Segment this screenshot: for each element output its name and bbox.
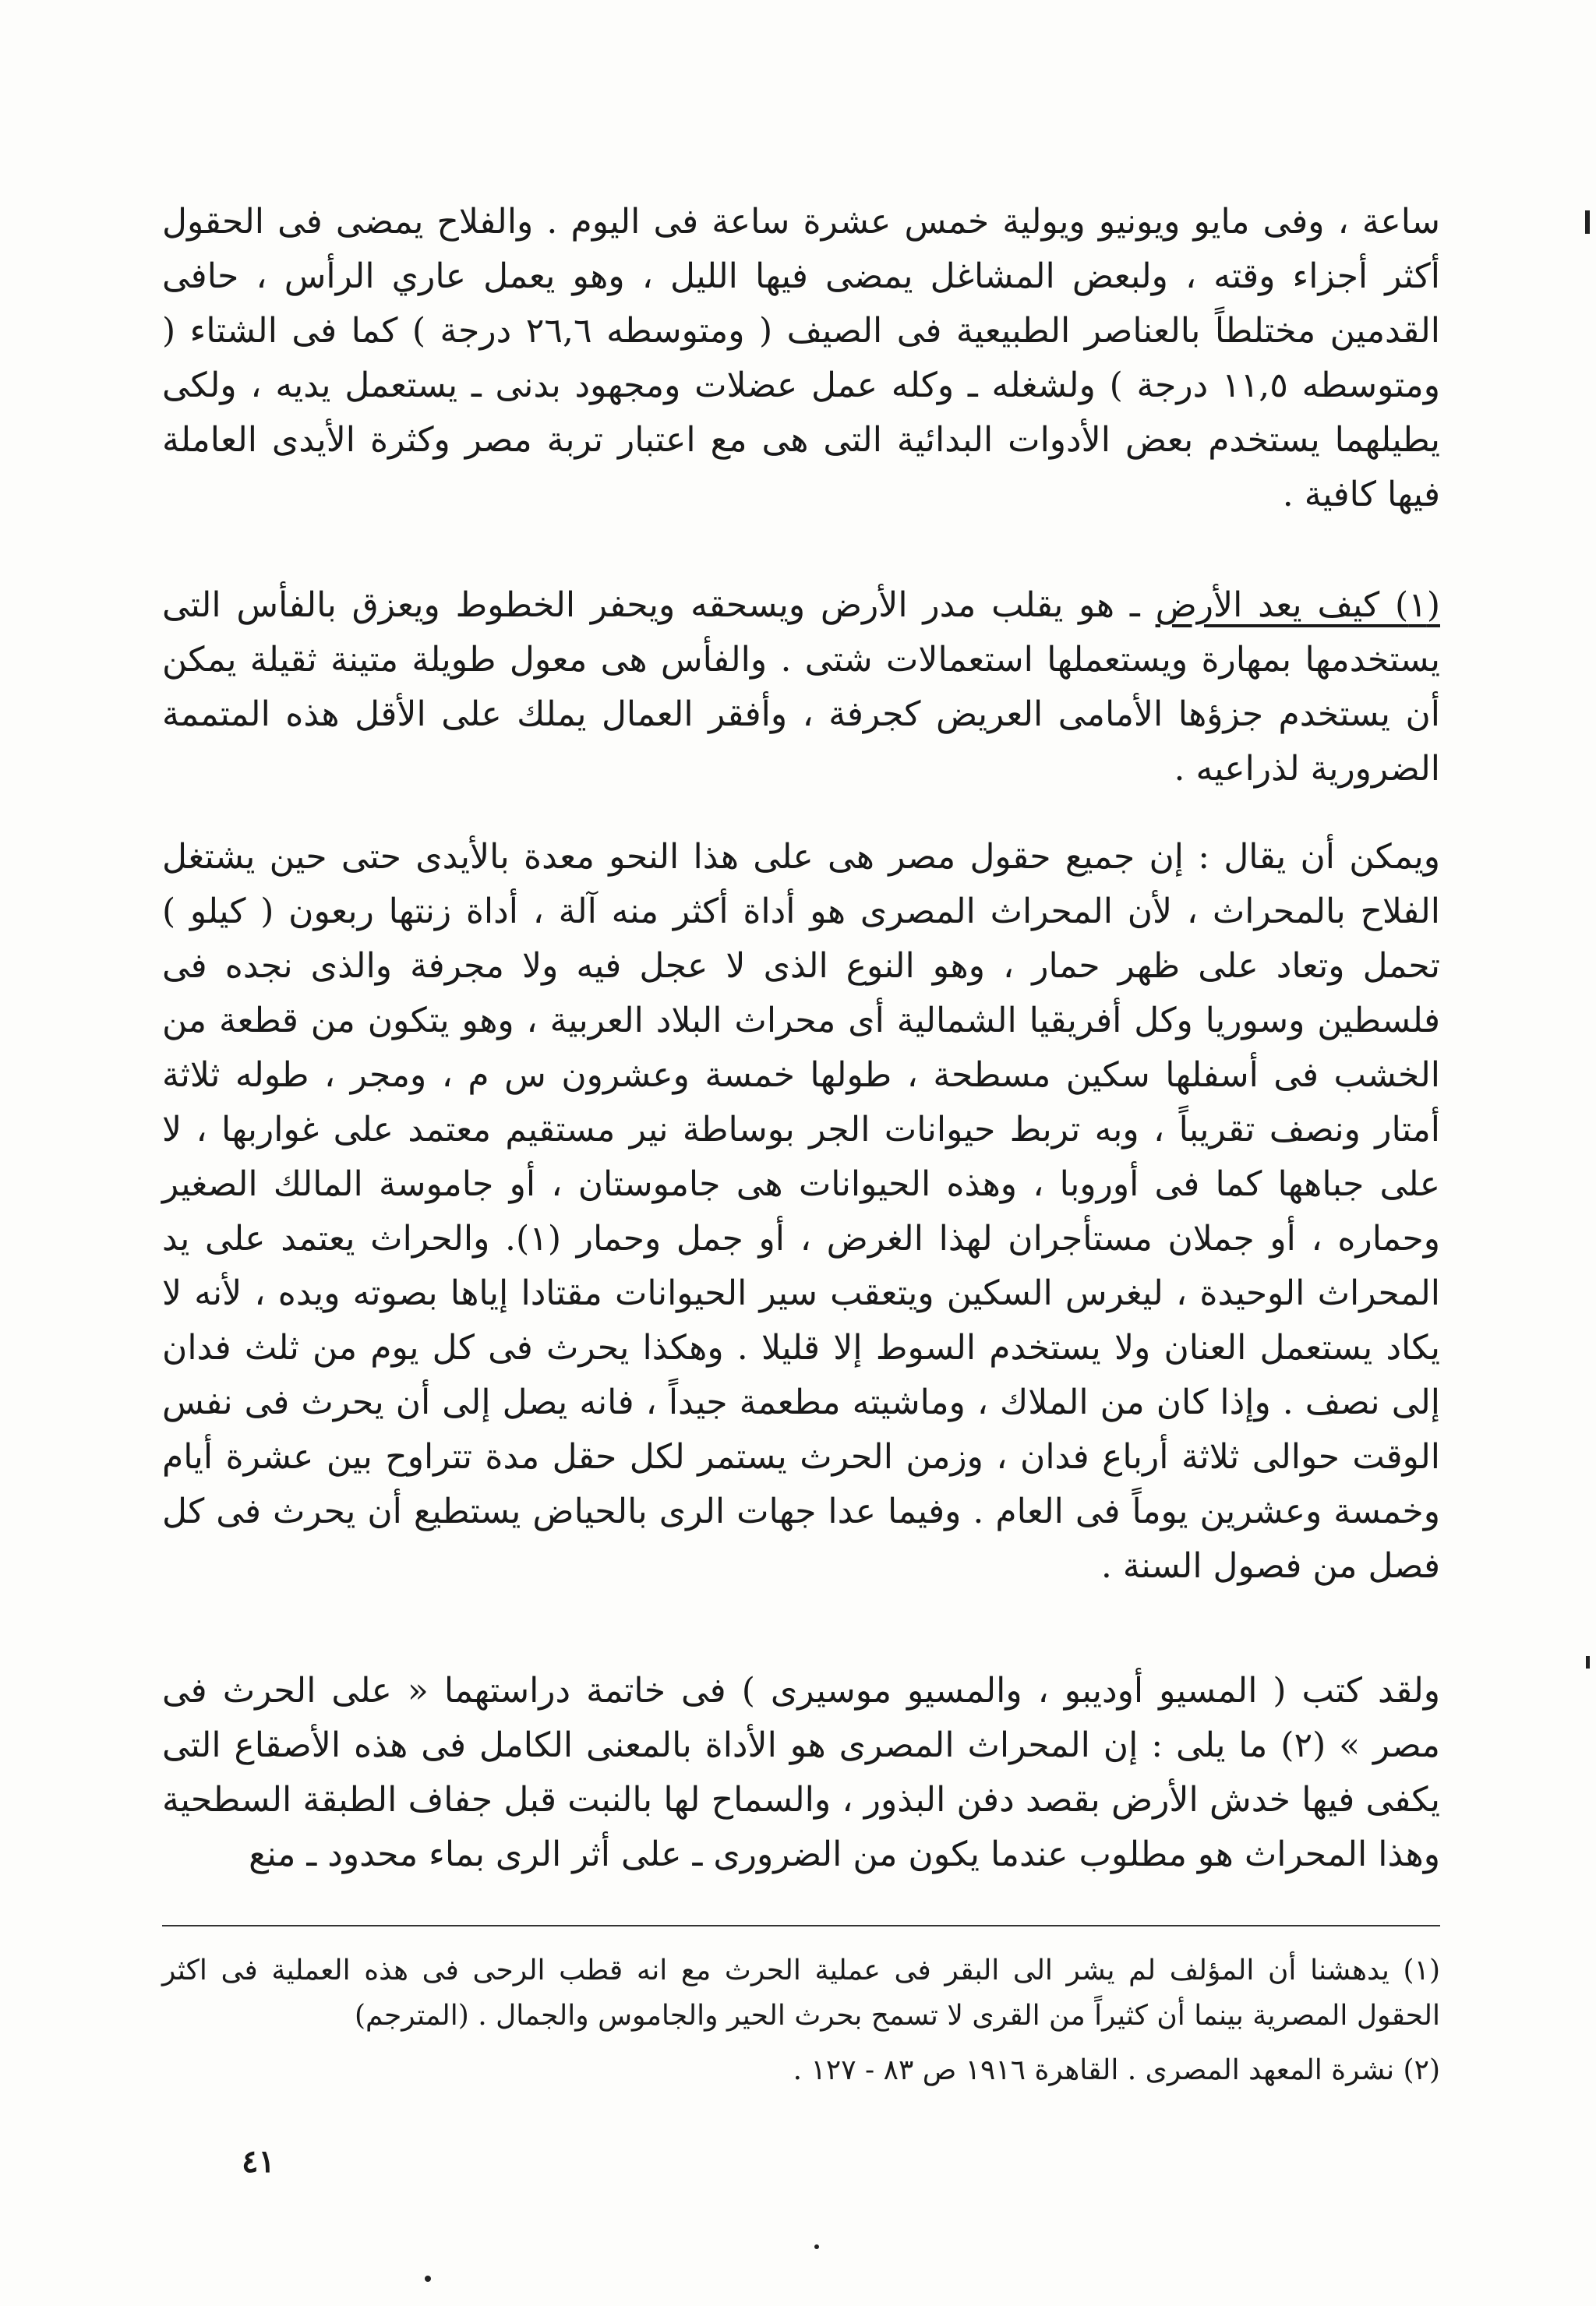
page-number: ٤١ <box>242 2143 275 2180</box>
paragraph-2-lead-rest: ـ هو يقلب مدر الأرض ويسحقه ويحفر الخطوط ويعزق بالفأس <box>221 585 1156 625</box>
paragraph-3: ويمكن أن يقال : إن جميع حقول مصر هى على هذا النحو معدة بالأيدى حتى حين يشتغل الفلاح بالمحراث ، لأن المحراث المصرى هو أداة أكثر منه آلة ، أداة زنتها ربعون ( كيلو ) تحمل وتعاد على ظهر حمار ، وهو النوع الذى لا عجل فيه ولا مجرفة والذى نجده فى فلسطين وسوريا وكل أفريقيا الشمالية أى محراث البلاد العربية ، وهو يتكون من قطعة من الخشب فى أسفلها سكين مسطحة ، طولها خمسة وعشرون س م ، ومجر ، طوله ثلاثة أمتار ونصف تقريباً ، وبه تربط حيوانات الجر بوساطة نير مستقيم معتمد على غواربها ، لا على جباهها كما فى أوروبا ، وهذه الحيوانات هى جاموستان ، أو جاموسة المالك الصغير وحماره ، أو جملان مستأجران لهذا الغرض ، أو جمل وحمار (١). والحراث يعتمد على يد المحراث الوحيدة ، ليغرس السكين ويتعقب سير الحيوانات مقتادا إياها بصوته ويده ، لأنه لا يكاد يستعمل العنان ولا يستخدم السوط إلا قليلا . وهكذا يحرث فى كل يوم من ثلث فدان إلى نصف . وإذا كان من الملاك ، وماشيته مطعمة جيداً ، فانه يصل إلى أن يحرث فى نفس الوقت حوالى ثلاثة أرباع فدان ، وزمن الحرث يستمر لكل حقل مدة تتراوح بين عشرة أيام وخمسة وعشرين يوماً فى العام . وفيما عدا جهات الرى بالحياض يستطيع أن يحرث فى كل فصل من فصول السنة . <box>162 837 1440 1586</box>
paragraph-1: ساعة ، وفى مايو ويونيو ويولية خمس عشرة ساعة فى اليوم . والفلاح يمضى فى الحقول أكثر أجزاء وقته ، ولبعض المشاغل يمضى فيها الليل ، وهو يعمل عاري الرأس ، حافى القدمين مختلطاً بالعناصر الطبيعية فى الصيف ( ومتوسطه ٢٦,٦ درجة ) كما فى الشتاء ( ومتوسطه ١١,٥ درجة ) ولشغله ـ وكله عمل عضلات ومجهود بدنى ـ يستعمل يديه ، ولكى يطيلهما يستخدم بعض الأدوات البدائية التى هى مع اعتبار تربة مصر وكثرة الأيدى العاملة فيها كافية . <box>162 202 1441 514</box>
scan-edge-mark <box>1585 210 1590 234</box>
scan-speck <box>814 2244 819 2249</box>
footnote-2: (٢) نشرة المعهد المصرى . القاهرة ١٩١٦ ص ٨٣ - ١٢٧ . <box>793 2054 1440 2086</box>
paragraph-4: ولقد كتب ( المسيو أوديبو ، والمسيو موسيرى ) فى خاتمة دراستهما « على الحرث فى مصر » (٢) ما يلى : إن المحراث المصرى هو الأداة بالمعنى الكامل فى هذه الأصقاع التى يكفى فيها خدش الأرض بقصد دفن البذور ، والسماح لها بالنبت قبل جفاف الطبقة السطحية وهذا المحراث هو مطلوب عندما يكون من الضرورى ـ على أثر الرى بماء محدود ـ منع <box>162 1671 1440 1874</box>
footnotes <box>162 1948 1440 2103</box>
footnote-1: (١) يدهشنا أن المؤلف لم يشر الى البقر فى عملية الحرث مع انه قطب الرحى فى هذه العملية فى اكثر الحقول المصرية بينما أن كثيراً من القرى لا تسمح بحرث الحير والجاموس والجمال . (المترجم) <box>162 1955 1440 2032</box>
footnote-separator <box>162 1925 1440 1926</box>
paragraph-2-body: التى يستخدمها بمهارة ويستعملها استعمالات شتى . والفأس هى معول طويلة متينة ثقيلة يمكن أن يستخدم جزؤها الأمامى العريض كجرفة ، وأفقر العمال يملك على الأقل هذه المتممة الضرورية لذراعيه . <box>162 585 1440 789</box>
paragraph-2-lead: (١) كيف يعد الأرض <box>1155 585 1440 625</box>
scan-speck <box>425 2276 431 2282</box>
scan-edge-mark <box>1586 1656 1590 1669</box>
paragraph-2 <box>162 578 1440 796</box>
